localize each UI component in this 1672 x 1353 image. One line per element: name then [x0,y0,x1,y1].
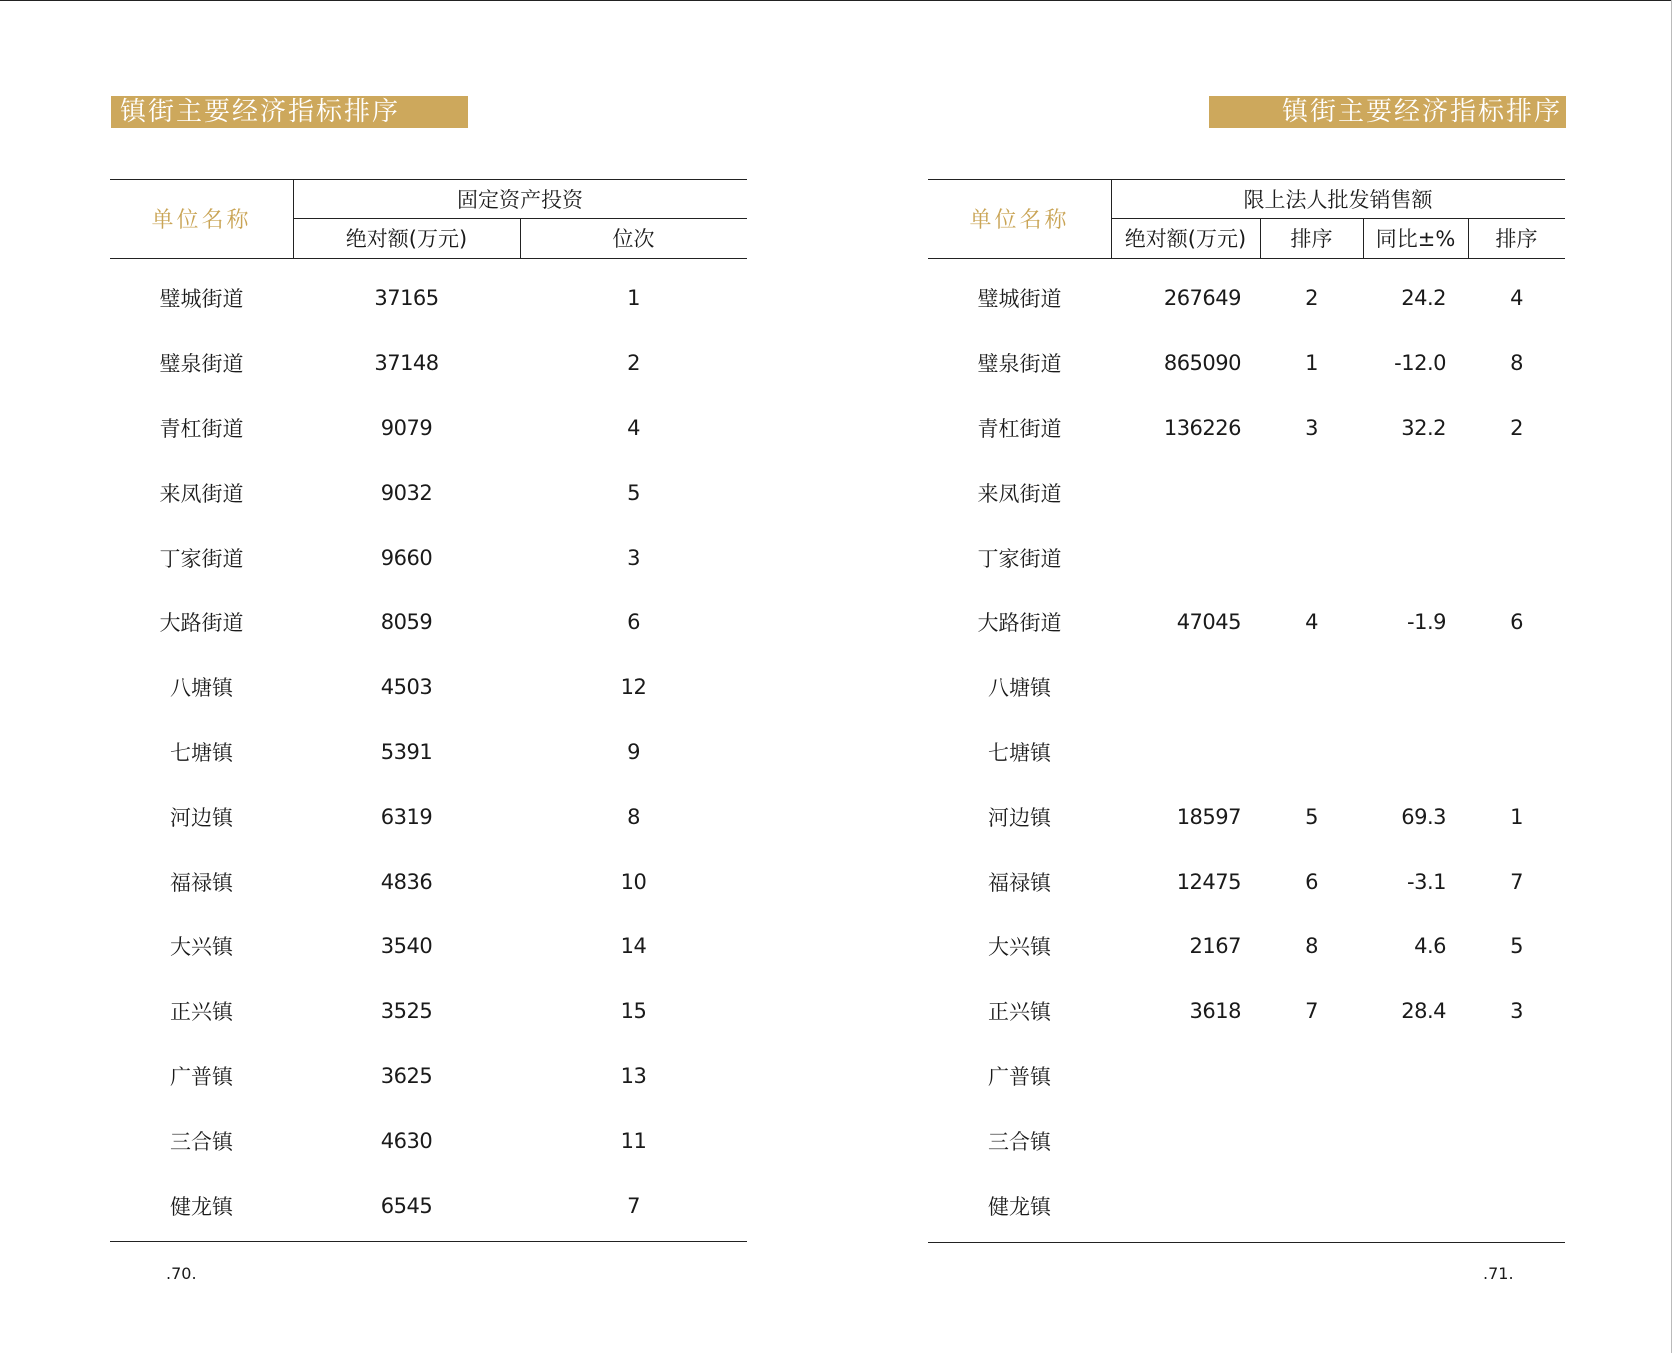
rank-cell: 11 [620,1128,647,1153]
left-page-banner: 镇街主要经济指标排序 [111,96,468,128]
rank-cell: 1 [627,286,640,311]
unit-name-cell: 丁家街道 [977,546,1062,571]
unit-name-cell: 七塘镇 [988,740,1051,765]
abs-value-cell: 5391 [380,739,433,764]
rank2-cell [1468,1108,1565,1173]
yoy-cell: 24.2 [1401,286,1446,311]
table-row [928,720,1565,785]
unit-name-cell: 大兴镇 [988,935,1051,960]
unit-name-cell: 大路街道 [977,611,1062,636]
table-row [110,460,747,525]
abs-value-cell: 37148 [374,351,439,376]
rank-cell: 6 [627,610,640,635]
abs-value-cell: 4630 [380,1128,433,1153]
unit-name-cell: 三合镇 [170,1129,233,1154]
rank-cell: 10 [620,869,647,894]
unit-name-cell: 河边镇 [988,805,1051,830]
table-row [928,460,1565,525]
unit-name-cell: 璧城街道 [159,287,244,312]
rank-cell: 6 [1305,869,1318,894]
rank-cell [1260,460,1363,525]
yoy-cell: -3.1 [1407,869,1446,894]
table-row [110,266,747,331]
yoy-cell: 4.6 [1414,934,1446,959]
table-row [928,1108,1565,1173]
table-row [928,525,1565,590]
yoy-cell: -1.9 [1407,610,1446,635]
unit-name-cell: 青杠街道 [159,416,244,441]
abs-value-cell: 9032 [380,480,433,505]
yoy-cell [1363,1108,1446,1173]
rank2-cell: 2 [1510,415,1523,440]
unit-name-cell: 八塘镇 [170,676,233,701]
rank2-cell: 8 [1510,351,1523,376]
abs-value-cell: 3625 [380,1063,433,1088]
rank-cell [1260,655,1363,720]
table-row [110,1044,747,1109]
right-page-number: .71. [1483,1264,1514,1283]
unit-name-cell: 广普镇 [170,1064,233,1089]
abs-value-cell: 3540 [380,934,433,959]
abs-value-cell: 47045 [1176,610,1241,635]
rank-cell [1260,1044,1363,1109]
left-header-group: 固定资产投资 [457,187,583,212]
table-row [928,979,1565,1044]
table-row [110,1173,747,1238]
abs-value-cell: 8059 [380,610,433,635]
abs-value-cell: 6545 [380,1193,433,1218]
abs-value-cell: 4503 [380,675,433,700]
rank-cell: 9 [627,739,640,764]
unit-name-cell: 广普镇 [988,1064,1051,1089]
abs-value-cell: 18597 [1176,804,1241,829]
table-row [928,655,1565,720]
unit-name-cell: 璧泉街道 [977,352,1062,377]
right-header-rank: 排序 [1290,227,1333,251]
right-header-group: 限上法人批发销售额 [1243,187,1433,212]
table-row [928,590,1565,655]
table-row [928,396,1565,461]
rank2-cell: 6 [1510,610,1523,635]
rank-cell: 5 [627,480,640,505]
right-header-yoy: 同比±% [1375,227,1456,251]
yoy-cell [1363,525,1446,590]
rank-cell [1260,720,1363,785]
abs-value-cell: 3618 [1189,999,1241,1024]
abs-value-cell: 136226 [1163,415,1241,440]
rank-cell: 7 [1305,999,1318,1024]
rank-cell: 13 [620,1063,647,1088]
abs-value-cell [1111,720,1241,785]
unit-name-cell: 来凤街道 [977,481,1062,506]
left-page-number: .70. [166,1264,197,1283]
rank-cell [1260,1108,1363,1173]
rank-cell: 3 [1305,415,1318,440]
abs-value-cell [1111,1173,1241,1238]
yoy-cell: -12.0 [1394,351,1446,376]
unit-name-cell: 璧城街道 [977,287,1062,312]
rank2-cell: 4 [1510,286,1523,311]
right-header-rank2: 排序 [1495,227,1538,251]
table-row [928,1173,1565,1238]
abs-value-cell [1111,460,1241,525]
rank2-cell [1468,655,1565,720]
right-table-bottom-rule [928,1242,1565,1243]
rank2-cell: 1 [1510,804,1523,829]
abs-value-cell [1111,1044,1241,1109]
rank-cell: 3 [627,545,640,570]
abs-value-cell: 2167 [1189,934,1241,959]
abs-value-cell: 9079 [380,415,433,440]
unit-name-cell: 正兴镇 [988,1000,1051,1025]
table-row [110,914,747,979]
abs-value-cell: 37165 [374,286,439,311]
table-row [110,849,747,914]
unit-name-cell: 璧泉街道 [159,352,244,377]
unit-name-cell: 健龙镇 [988,1194,1051,1219]
abs-value-cell: 12475 [1176,869,1241,894]
left-table-header-rule [110,258,747,259]
rank-cell: 14 [620,934,647,959]
rank-cell: 1 [1305,351,1318,376]
rank-cell: 7 [627,1193,640,1218]
right-header-abs: 绝对额(万元) [1124,227,1247,251]
abs-value-cell [1111,1108,1241,1173]
left-table-body [110,266,747,1238]
unit-name-cell: 八塘镇 [988,676,1051,701]
abs-value-cell: 267649 [1163,286,1241,311]
table-row [110,590,747,655]
unit-name-cell: 河边镇 [170,805,233,830]
abs-value-cell: 865090 [1163,351,1241,376]
table-row [110,396,747,461]
left-header-abs: 绝对额(万元) [345,227,468,251]
left-header-unit-name: 单位名称 [151,208,252,233]
table-row [110,1108,747,1173]
unit-name-cell: 福禄镇 [988,870,1051,895]
rank-cell [1260,525,1363,590]
unit-name-cell: 七塘镇 [170,740,233,765]
rank2-cell [1468,720,1565,785]
rank2-cell [1468,460,1565,525]
table-row [928,914,1565,979]
left-table-bottom-rule [110,1241,747,1242]
table-row [110,979,747,1044]
unit-name-cell: 大兴镇 [170,935,233,960]
unit-name-cell: 来凤街道 [159,481,244,506]
abs-value-cell [1111,525,1241,590]
yoy-cell: 32.2 [1401,415,1446,440]
left-header-rank: 位次 [612,227,655,251]
table-row [110,331,747,396]
abs-value-cell: 3525 [380,999,433,1024]
rank-cell: 12 [620,675,647,700]
table-row [928,331,1565,396]
rank2-cell: 7 [1510,869,1523,894]
yoy-cell [1363,720,1446,785]
unit-name-cell: 正兴镇 [170,1000,233,1025]
abs-value-cell: 4836 [380,869,433,894]
right-table-body [928,266,1565,1238]
yoy-cell: 28.4 [1401,999,1446,1024]
rank-cell: 15 [620,999,647,1024]
yoy-cell [1363,1173,1446,1238]
table-row [928,849,1565,914]
rank2-cell: 3 [1510,999,1523,1024]
rank2-cell [1468,1044,1565,1109]
rank2-cell: 5 [1510,934,1523,959]
table-row [110,655,747,720]
abs-value-cell: 6319 [380,804,433,829]
unit-name-cell: 丁家街道 [159,546,244,571]
table-row [110,720,747,785]
yoy-cell [1363,655,1446,720]
table-row [928,784,1565,849]
unit-name-cell: 健龙镇 [170,1194,233,1219]
right-page-banner: 镇街主要经济指标排序 [1209,96,1566,128]
abs-value-cell [1111,655,1241,720]
table-row [928,266,1565,331]
rank-cell: 8 [627,804,640,829]
rank2-cell [1468,1173,1565,1238]
right-header-unit-name: 单位名称 [969,208,1070,233]
table-row [110,784,747,849]
right-table-header-rule [928,258,1565,259]
unit-name-cell: 福禄镇 [170,870,233,895]
rank2-cell [1468,525,1565,590]
yoy-cell [1363,460,1446,525]
unit-name-cell: 青杠街道 [977,416,1062,441]
rank-cell: 2 [627,351,640,376]
rank-cell: 5 [1305,804,1318,829]
abs-value-cell: 9660 [380,545,433,570]
table-row [928,1044,1565,1109]
rank-cell: 2 [1305,286,1318,311]
yoy-cell: 69.3 [1401,804,1446,829]
rank-cell: 4 [627,415,640,440]
table-row [110,525,747,590]
unit-name-cell: 三合镇 [988,1129,1051,1154]
rank-cell: 8 [1305,934,1318,959]
unit-name-cell: 大路街道 [159,611,244,636]
yoy-cell [1363,1044,1446,1109]
rank-cell: 4 [1305,610,1318,635]
page-top-border [0,0,1672,1]
rank-cell [1260,1173,1363,1238]
